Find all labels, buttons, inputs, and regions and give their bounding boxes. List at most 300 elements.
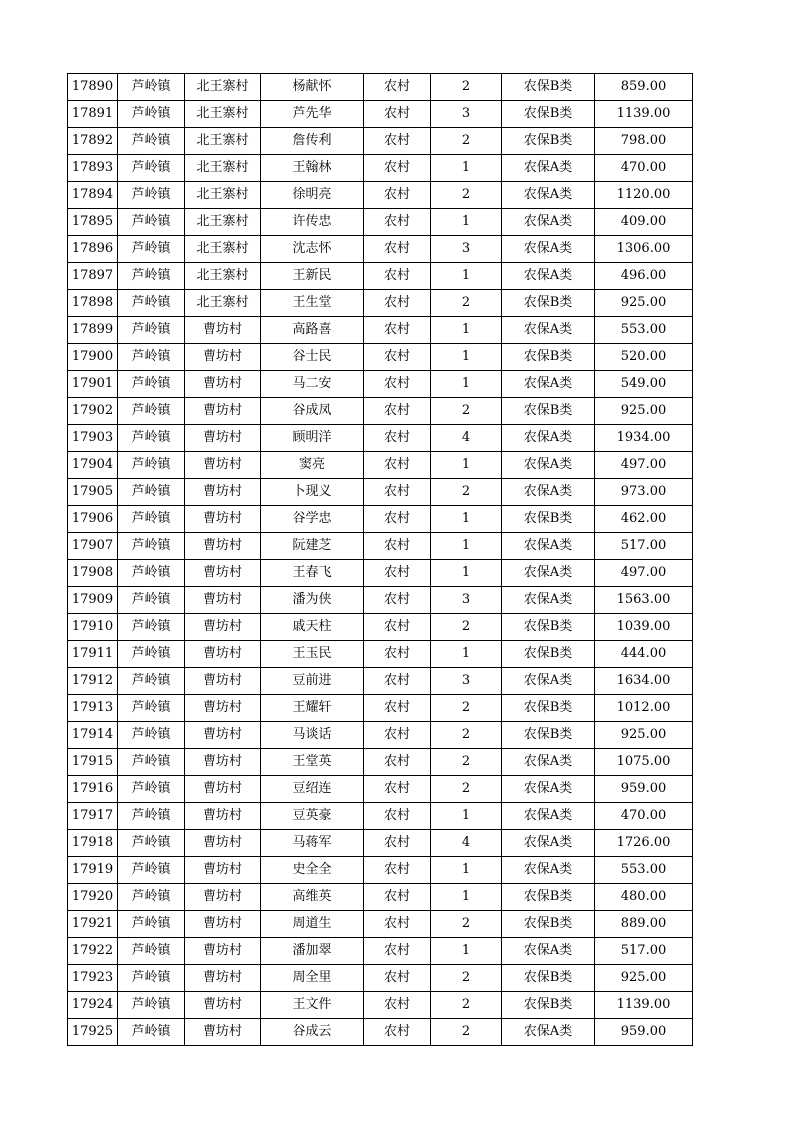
member-count-cell: 4 <box>431 425 502 452</box>
village-cell: 曹坊村 <box>185 317 261 344</box>
table-row <box>68 344 693 371</box>
member-count-cell: 3 <box>431 236 502 263</box>
insurance-category-cell: 农保A类 <box>502 155 595 182</box>
insurance-category-cell: 农保B类 <box>502 641 595 668</box>
town-cell: 芦岭镇 <box>118 695 185 722</box>
insurance-category-cell: 农保B类 <box>502 398 595 425</box>
household-type-cell: 农村 <box>364 506 431 533</box>
town-cell: 芦岭镇 <box>118 236 185 263</box>
name-cell: 王玉民 <box>261 641 364 668</box>
serial-number-cell: 17890 <box>68 74 118 101</box>
household-type-cell: 农村 <box>364 182 431 209</box>
insurance-category-cell: 农保A类 <box>502 182 595 209</box>
member-count-cell: 1 <box>431 938 502 965</box>
insurance-category-cell: 农保B类 <box>502 992 595 1019</box>
table-row <box>68 236 693 263</box>
amount-cell: 497.00 <box>595 452 693 479</box>
table-row <box>68 830 693 857</box>
name-cell: 芦先华 <box>261 101 364 128</box>
serial-number-cell: 17891 <box>68 101 118 128</box>
household-type-cell: 农村 <box>364 749 431 776</box>
name-cell: 豆英豪 <box>261 803 364 830</box>
town-cell: 芦岭镇 <box>118 830 185 857</box>
household-type-cell: 农村 <box>364 857 431 884</box>
name-cell: 谷成云 <box>261 1019 364 1046</box>
amount-cell: 1139.00 <box>595 101 693 128</box>
table-row <box>68 452 693 479</box>
household-type-cell: 农村 <box>364 965 431 992</box>
town-cell: 芦岭镇 <box>118 722 185 749</box>
table-row <box>68 938 693 965</box>
name-cell: 窦亮 <box>261 452 364 479</box>
household-type-cell: 农村 <box>364 776 431 803</box>
insurance-category-cell: 农保A类 <box>502 452 595 479</box>
household-type-cell: 农村 <box>364 668 431 695</box>
insurance-category-cell: 农保A类 <box>502 1019 595 1046</box>
town-cell: 芦岭镇 <box>118 1019 185 1046</box>
serial-number-cell: 17897 <box>68 263 118 290</box>
name-cell: 沈志怀 <box>261 236 364 263</box>
table-row <box>68 479 693 506</box>
member-count-cell: 2 <box>431 479 502 506</box>
town-cell: 芦岭镇 <box>118 911 185 938</box>
household-type-cell: 农村 <box>364 992 431 1019</box>
table-row <box>68 74 693 101</box>
insurance-category-cell: 农保B类 <box>502 614 595 641</box>
amount-cell: 496.00 <box>595 263 693 290</box>
amount-cell: 517.00 <box>595 533 693 560</box>
serial-number-cell: 17903 <box>68 425 118 452</box>
insurance-category-cell: 农保B类 <box>502 965 595 992</box>
name-cell: 王新民 <box>261 263 364 290</box>
name-cell: 杨献怀 <box>261 74 364 101</box>
table-row <box>68 155 693 182</box>
member-count-cell: 1 <box>431 209 502 236</box>
village-cell: 曹坊村 <box>185 749 261 776</box>
amount-cell: 444.00 <box>595 641 693 668</box>
member-count-cell: 1 <box>431 641 502 668</box>
household-type-cell: 农村 <box>364 452 431 479</box>
name-cell: 周道生 <box>261 911 364 938</box>
amount-cell: 925.00 <box>595 398 693 425</box>
village-cell: 北王寨村 <box>185 101 261 128</box>
table-row <box>68 209 693 236</box>
table-row <box>68 614 693 641</box>
household-type-cell: 农村 <box>364 641 431 668</box>
household-type-cell: 农村 <box>364 803 431 830</box>
member-count-cell: 1 <box>431 533 502 560</box>
amount-cell: 1934.00 <box>595 425 693 452</box>
village-cell: 曹坊村 <box>185 587 261 614</box>
village-cell: 北王寨村 <box>185 155 261 182</box>
table-row <box>68 857 693 884</box>
amount-cell: 1012.00 <box>595 695 693 722</box>
insurance-category-cell: 农保A类 <box>502 857 595 884</box>
member-count-cell: 3 <box>431 101 502 128</box>
serial-number-cell: 17916 <box>68 776 118 803</box>
village-cell: 曹坊村 <box>185 803 261 830</box>
town-cell: 芦岭镇 <box>118 290 185 317</box>
amount-cell: 553.00 <box>595 857 693 884</box>
amount-cell: 889.00 <box>595 911 693 938</box>
serial-number-cell: 17892 <box>68 128 118 155</box>
serial-number-cell: 17915 <box>68 749 118 776</box>
town-cell: 芦岭镇 <box>118 641 185 668</box>
insurance-category-cell: 农保A类 <box>502 830 595 857</box>
table-row <box>68 128 693 155</box>
member-count-cell: 2 <box>431 722 502 749</box>
household-type-cell: 农村 <box>364 317 431 344</box>
village-cell: 曹坊村 <box>185 479 261 506</box>
name-cell: 谷士民 <box>261 344 364 371</box>
household-type-cell: 农村 <box>364 263 431 290</box>
amount-cell: 470.00 <box>595 803 693 830</box>
town-cell: 芦岭镇 <box>118 506 185 533</box>
amount-cell: 925.00 <box>595 965 693 992</box>
name-cell: 卜现义 <box>261 479 364 506</box>
amount-cell: 925.00 <box>595 290 693 317</box>
village-cell: 北王寨村 <box>185 182 261 209</box>
household-type-cell: 农村 <box>364 290 431 317</box>
amount-cell: 1120.00 <box>595 182 693 209</box>
village-cell: 曹坊村 <box>185 614 261 641</box>
household-type-cell: 农村 <box>364 695 431 722</box>
member-count-cell: 1 <box>431 884 502 911</box>
table-row <box>68 1019 693 1046</box>
household-type-cell: 农村 <box>364 344 431 371</box>
amount-cell: 409.00 <box>595 209 693 236</box>
serial-number-cell: 17904 <box>68 452 118 479</box>
member-count-cell: 2 <box>431 695 502 722</box>
town-cell: 芦岭镇 <box>118 74 185 101</box>
insurance-category-cell: 农保B类 <box>502 722 595 749</box>
serial-number-cell: 17919 <box>68 857 118 884</box>
household-type-cell: 农村 <box>364 479 431 506</box>
household-type-cell: 农村 <box>364 101 431 128</box>
table-row <box>68 911 693 938</box>
insurance-category-cell: 农保A类 <box>502 209 595 236</box>
table-row <box>68 560 693 587</box>
town-cell: 芦岭镇 <box>118 155 185 182</box>
member-count-cell: 2 <box>431 614 502 641</box>
name-cell: 王春飞 <box>261 560 364 587</box>
village-cell: 曹坊村 <box>185 452 261 479</box>
household-type-cell: 农村 <box>364 155 431 182</box>
household-type-cell: 农村 <box>364 830 431 857</box>
insurance-category-cell: 农保A类 <box>502 479 595 506</box>
town-cell: 芦岭镇 <box>118 371 185 398</box>
village-cell: 曹坊村 <box>185 398 261 425</box>
serial-number-cell: 17900 <box>68 344 118 371</box>
name-cell: 高维英 <box>261 884 364 911</box>
household-type-cell: 农村 <box>364 938 431 965</box>
name-cell: 马谈话 <box>261 722 364 749</box>
serial-number-cell: 17907 <box>68 533 118 560</box>
table-row <box>68 695 693 722</box>
insurance-category-cell: 农保A类 <box>502 533 595 560</box>
village-cell: 曹坊村 <box>185 560 261 587</box>
insurance-category-cell: 农保B类 <box>502 74 595 101</box>
village-cell: 北王寨村 <box>185 128 261 155</box>
member-count-cell: 2 <box>431 182 502 209</box>
town-cell: 芦岭镇 <box>118 560 185 587</box>
village-cell: 曹坊村 <box>185 965 261 992</box>
member-count-cell: 2 <box>431 965 502 992</box>
name-cell: 潘加翠 <box>261 938 364 965</box>
household-type-cell: 农村 <box>364 209 431 236</box>
amount-cell: 462.00 <box>595 506 693 533</box>
insurance-category-cell: 农保A类 <box>502 236 595 263</box>
member-count-cell: 1 <box>431 803 502 830</box>
member-count-cell: 1 <box>431 344 502 371</box>
insurance-category-cell: 农保B类 <box>502 506 595 533</box>
town-cell: 芦岭镇 <box>118 938 185 965</box>
household-type-cell: 农村 <box>364 722 431 749</box>
household-type-cell: 农村 <box>364 911 431 938</box>
amount-cell: 480.00 <box>595 884 693 911</box>
insurance-category-cell: 农保A类 <box>502 560 595 587</box>
serial-number-cell: 17921 <box>68 911 118 938</box>
serial-number-cell: 17923 <box>68 965 118 992</box>
insurance-category-cell: 农保A类 <box>502 749 595 776</box>
table-row <box>68 641 693 668</box>
town-cell: 芦岭镇 <box>118 209 185 236</box>
serial-number-cell: 17912 <box>68 668 118 695</box>
name-cell: 豆前进 <box>261 668 364 695</box>
town-cell: 芦岭镇 <box>118 776 185 803</box>
serial-number-cell: 17893 <box>68 155 118 182</box>
name-cell: 王翰林 <box>261 155 364 182</box>
serial-number-cell: 17908 <box>68 560 118 587</box>
name-cell: 王耀轩 <box>261 695 364 722</box>
member-count-cell: 2 <box>431 749 502 776</box>
village-cell: 曹坊村 <box>185 641 261 668</box>
amount-cell: 549.00 <box>595 371 693 398</box>
data-table <box>67 73 693 1046</box>
insurance-category-cell: 农保B类 <box>502 911 595 938</box>
household-type-cell: 农村 <box>364 398 431 425</box>
table-row <box>68 533 693 560</box>
amount-cell: 798.00 <box>595 128 693 155</box>
town-cell: 芦岭镇 <box>118 668 185 695</box>
serial-number-cell: 17899 <box>68 317 118 344</box>
amount-cell: 1039.00 <box>595 614 693 641</box>
insurance-category-cell: 农保A类 <box>502 938 595 965</box>
member-count-cell: 1 <box>431 857 502 884</box>
table-row <box>68 587 693 614</box>
village-cell: 曹坊村 <box>185 425 261 452</box>
insurance-category-cell: 农保A类 <box>502 371 595 398</box>
household-type-cell: 农村 <box>364 74 431 101</box>
table-row <box>68 290 693 317</box>
village-cell: 北王寨村 <box>185 209 261 236</box>
member-count-cell: 3 <box>431 668 502 695</box>
member-count-cell: 1 <box>431 560 502 587</box>
household-type-cell: 农村 <box>364 128 431 155</box>
serial-number-cell: 17895 <box>68 209 118 236</box>
insurance-category-cell: 农保B类 <box>502 344 595 371</box>
village-cell: 曹坊村 <box>185 1019 261 1046</box>
member-count-cell: 4 <box>431 830 502 857</box>
name-cell: 王堂英 <box>261 749 364 776</box>
insurance-category-cell: 农保A类 <box>502 776 595 803</box>
household-type-cell: 农村 <box>364 533 431 560</box>
amount-cell: 1139.00 <box>595 992 693 1019</box>
name-cell: 戚天柱 <box>261 614 364 641</box>
member-count-cell: 2 <box>431 776 502 803</box>
table-row <box>68 722 693 749</box>
table-row <box>68 965 693 992</box>
name-cell: 顾明洋 <box>261 425 364 452</box>
town-cell: 芦岭镇 <box>118 344 185 371</box>
serial-number-cell: 17901 <box>68 371 118 398</box>
village-cell: 曹坊村 <box>185 857 261 884</box>
insurance-category-cell: 农保A类 <box>502 425 595 452</box>
insurance-category-cell: 农保A类 <box>502 803 595 830</box>
member-count-cell: 2 <box>431 911 502 938</box>
village-cell: 曹坊村 <box>185 830 261 857</box>
table-row <box>68 884 693 911</box>
insurance-category-cell: 农保B类 <box>502 290 595 317</box>
serial-number-cell: 17920 <box>68 884 118 911</box>
village-cell: 曹坊村 <box>185 722 261 749</box>
amount-cell: 553.00 <box>595 317 693 344</box>
town-cell: 芦岭镇 <box>118 128 185 155</box>
village-cell: 曹坊村 <box>185 938 261 965</box>
town-cell: 芦岭镇 <box>118 425 185 452</box>
serial-number-cell: 17894 <box>68 182 118 209</box>
member-count-cell: 1 <box>431 506 502 533</box>
table-row <box>68 668 693 695</box>
town-cell: 芦岭镇 <box>118 587 185 614</box>
name-cell: 谷学忠 <box>261 506 364 533</box>
table-body <box>68 74 693 1046</box>
amount-cell: 1726.00 <box>595 830 693 857</box>
town-cell: 芦岭镇 <box>118 857 185 884</box>
serial-number-cell: 17898 <box>68 290 118 317</box>
village-cell: 曹坊村 <box>185 506 261 533</box>
amount-cell: 925.00 <box>595 722 693 749</box>
amount-cell: 959.00 <box>595 776 693 803</box>
town-cell: 芦岭镇 <box>118 263 185 290</box>
amount-cell: 1634.00 <box>595 668 693 695</box>
village-cell: 北王寨村 <box>185 290 261 317</box>
name-cell: 马二安 <box>261 371 364 398</box>
insurance-category-cell: 农保A类 <box>502 263 595 290</box>
village-cell: 曹坊村 <box>185 884 261 911</box>
table-row <box>68 371 693 398</box>
amount-cell: 959.00 <box>595 1019 693 1046</box>
member-count-cell: 1 <box>431 263 502 290</box>
village-cell: 北王寨村 <box>185 263 261 290</box>
member-count-cell: 1 <box>431 452 502 479</box>
table-row <box>68 182 693 209</box>
town-cell: 芦岭镇 <box>118 452 185 479</box>
town-cell: 芦岭镇 <box>118 101 185 128</box>
town-cell: 芦岭镇 <box>118 479 185 506</box>
village-cell: 曹坊村 <box>185 776 261 803</box>
table-row <box>68 803 693 830</box>
name-cell: 豆绍连 <box>261 776 364 803</box>
serial-number-cell: 17924 <box>68 992 118 1019</box>
village-cell: 曹坊村 <box>185 992 261 1019</box>
serial-number-cell: 17906 <box>68 506 118 533</box>
serial-number-cell: 17911 <box>68 641 118 668</box>
name-cell: 詹传利 <box>261 128 364 155</box>
insurance-category-cell: 农保A类 <box>502 317 595 344</box>
serial-number-cell: 17902 <box>68 398 118 425</box>
name-cell: 史全全 <box>261 857 364 884</box>
name-cell: 许传忠 <box>261 209 364 236</box>
amount-cell: 1075.00 <box>595 749 693 776</box>
name-cell: 徐明亮 <box>261 182 364 209</box>
amount-cell: 1306.00 <box>595 236 693 263</box>
serial-number-cell: 17918 <box>68 830 118 857</box>
table-row <box>68 398 693 425</box>
serial-number-cell: 17909 <box>68 587 118 614</box>
insurance-category-cell: 农保A类 <box>502 587 595 614</box>
village-cell: 曹坊村 <box>185 668 261 695</box>
serial-number-cell: 17913 <box>68 695 118 722</box>
table-row <box>68 992 693 1019</box>
table-row <box>68 506 693 533</box>
village-cell: 曹坊村 <box>185 344 261 371</box>
village-cell: 北王寨村 <box>185 236 261 263</box>
member-count-cell: 3 <box>431 587 502 614</box>
town-cell: 芦岭镇 <box>118 182 185 209</box>
village-cell: 曹坊村 <box>185 533 261 560</box>
member-count-cell: 1 <box>431 317 502 344</box>
name-cell: 王生堂 <box>261 290 364 317</box>
member-count-cell: 2 <box>431 128 502 155</box>
insurance-category-cell: 农保B类 <box>502 884 595 911</box>
household-type-cell: 农村 <box>364 587 431 614</box>
village-cell: 曹坊村 <box>185 371 261 398</box>
town-cell: 芦岭镇 <box>118 614 185 641</box>
village-cell: 曹坊村 <box>185 911 261 938</box>
member-count-cell: 1 <box>431 371 502 398</box>
amount-cell: 859.00 <box>595 74 693 101</box>
table-row <box>68 101 693 128</box>
village-cell: 北王寨村 <box>185 74 261 101</box>
table-row <box>68 263 693 290</box>
town-cell: 芦岭镇 <box>118 965 185 992</box>
insurance-category-cell: 农保B类 <box>502 101 595 128</box>
insurance-category-cell: 农保A类 <box>502 668 595 695</box>
member-count-cell: 2 <box>431 290 502 317</box>
village-cell: 曹坊村 <box>185 695 261 722</box>
table-row <box>68 317 693 344</box>
serial-number-cell: 17914 <box>68 722 118 749</box>
name-cell: 王文件 <box>261 992 364 1019</box>
insurance-category-cell: 农保B类 <box>502 695 595 722</box>
name-cell: 潘为侠 <box>261 587 364 614</box>
household-type-cell: 农村 <box>364 560 431 587</box>
table-row <box>68 776 693 803</box>
amount-cell: 497.00 <box>595 560 693 587</box>
household-type-cell: 农村 <box>364 1019 431 1046</box>
amount-cell: 973.00 <box>595 479 693 506</box>
town-cell: 芦岭镇 <box>118 884 185 911</box>
household-type-cell: 农村 <box>364 236 431 263</box>
table-row <box>68 749 693 776</box>
town-cell: 芦岭镇 <box>118 992 185 1019</box>
town-cell: 芦岭镇 <box>118 317 185 344</box>
serial-number-cell: 17917 <box>68 803 118 830</box>
table-row <box>68 425 693 452</box>
insurance-category-cell: 农保B类 <box>502 128 595 155</box>
name-cell: 马蒋军 <box>261 830 364 857</box>
